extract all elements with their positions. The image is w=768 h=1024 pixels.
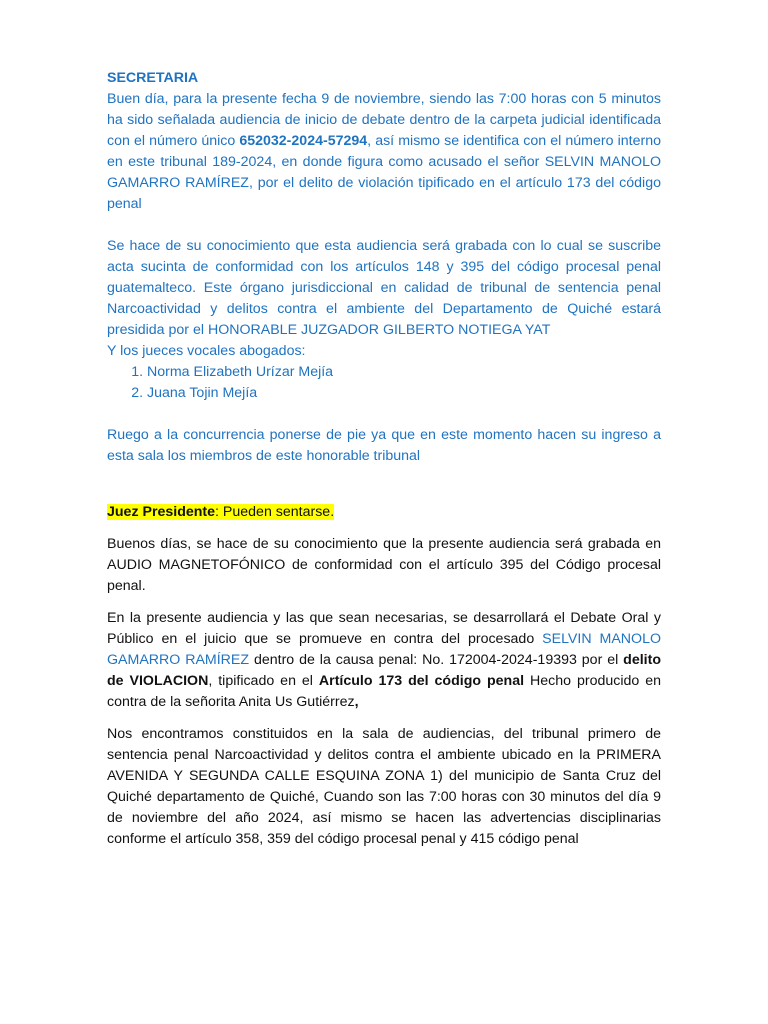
list-item: 2. Juana Tojin Mejía [147,383,661,404]
juez-paragraph-1: Buenos días, se hace de su conocimiento que la presente audiencia será grabada en AUDIO MAGNETOFÓNICO de conformidad con el artículo 395 del Código procesal penal. [107,536,661,594]
case-number: 652032-2024-57294 [239,133,368,149]
secretaria-paragraph-1 [107,89,661,215]
speaker-label: Juez Presidente [107,504,216,520]
paragraph-text: Buen día, para la presente fecha 9 de noviembre, siendo las 7:00 horas con 5 minutos ha sido señalada audiencia de inicio de debate dentro de la carpeta judicial identificada con el número único [107,91,661,149]
juez-paragraph-3: Nos encontramos constituidos en la sala de audiencias, del tribunal primero de sentencia penal Narcoactividad y delitos contra el ambiente ubicado en la PRIMERA AVENIDA Y SEGUNDA CALLE ESQUINA ZONA 1) del municipio de Santa Cruz del Quiché departamento de Quiché, Cuando son las 7:00 horas con 30 minutos del día 9 de noviembre del año 2024, así mismo se hacen las advertencias disciplinarias conforme el artículo 358, 359 del código procesal penal y 415 código penal [107,726,661,847]
crime-name: delito de VIOLACION [107,652,661,689]
document-body [107,68,661,850]
list-item: 1. Norma Elizabeth Urízar Mejía [147,362,661,383]
paragraph-text: , así mismo se identifica con el número interno en este tribunal 189-2024, en donde figura como acusado el señor SELVIN MANOLO GAMARRO RAMÍREZ, por el delito de violación tipificado en el artículo 173 del código penal [107,133,661,212]
speaker-line: Pueden sentarse. [222,504,335,520]
judges-list [107,362,661,404]
secretaria-paragraph-4: Ruego a la concurrencia ponerse de pie ya que en este momento hacen su ingreso a esta sala los miembros de este honorable tribunal [107,427,661,464]
secretaria-paragraph-2: Se hace de su conocimiento que esta audiencia será grabada con lo cual se suscribe acta sucinta de conformidad con los artículos 148 y 395 del código procesal penal guatemalteco. Este órgano jurisdiccional en calidad de tribunal de sentencia penal Narcoactividad y delitos contra el ambiente del Departamento de Quiché estará presidida por el HONORABLE JUZGADOR GILBERTO NOTIEGA YAT [107,238,661,338]
article-reference: Artículo 173 del código penal [318,673,525,689]
secretaria-paragraph-3: Y los jueces vocales abogados: [107,343,306,359]
juez-line: Juez Presidente: Pueden sentarse. [107,504,335,520]
secretaria-heading: SECRETARIA [107,70,199,86]
accused-name: SELVIN MANOLO GAMARRO RAMÍREZ [107,631,661,668]
juez-paragraph-2: En la presente audiencia y las que sean necesarias, se desarrollará el Debate Oral y Público en el juicio que se promueve en contra del procesado SELVIN MANOLO GAMARRO RAMÍREZ dentro de la causa penal: No. 172004-2024-19393 por el delito de VIOLACION, tipificado en el Artículo 173 del código penal Hecho producido en contra de la señorita Anita Us Gutiérrez, [107,610,662,710]
